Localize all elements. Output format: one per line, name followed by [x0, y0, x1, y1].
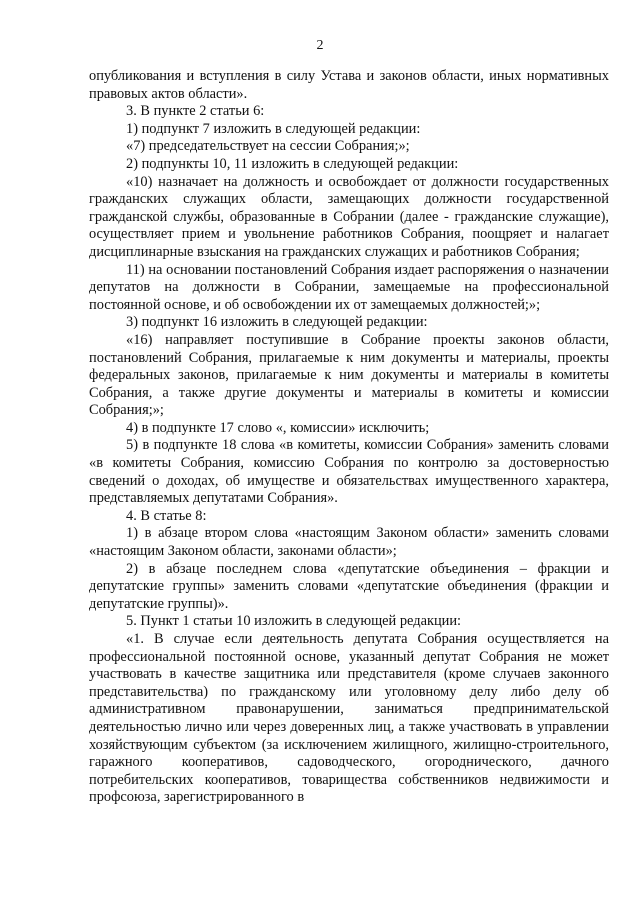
paragraph: 1) подпункт 7 изложить в следующей редакции: [126, 120, 421, 137]
paragraph: 4. В статье 8: [126, 507, 207, 524]
paragraph: 2) подпункты 10, 11 изложить в следующей редакции: [126, 155, 459, 172]
paragraph: 2) в абзаце последнем слова «депутатские объединения – фракции и депутатские группы» заменить словами «депутатские объединения (фракции и депутатские группы)». [89, 560, 609, 612]
paragraph: 4) в подпункте 17 слово «, комиссии» исключить; [126, 419, 430, 436]
paragraph: 5. Пункт 1 статьи 10 изложить в следующей редакции: [126, 613, 462, 630]
paragraph: опубликования и вступления в силу Устава и законов области, иных нормативных правовых актов области». [89, 68, 609, 102]
page-number: 2 [316, 38, 324, 53]
paragraph: 1) в абзаце втором слова «настоящим Законом области» заменить словами «настоящим Законом области, законами области»; [89, 525, 609, 560]
paragraph: 3. В пункте 2 статьи 6: [126, 103, 265, 120]
document-body [89, 68, 609, 807]
paragraph: «7) председательствует на сессии Собрания;»; [126, 138, 410, 155]
paragraph: 5) в подпункте 18 слова «в комитеты, комиссии Собрания» заменить словами «в комитеты Собрания, комиссию Собрания по контролю за достоверностью сведений о доходах, об имуществе и обязательствах имущественного характера, представляемых депутатами Собрания». [89, 437, 609, 507]
paragraph: «16) направляет поступившие в Собрание проекты законов области, постановлений Собрания, прилагаемые к ним документы и материалы, проекты федеральных законов, прилагаемые к ним документы и материалы в комитеты Собрания, а также другие документы и материалы в комитеты и комиссии Собрания;»; [89, 331, 609, 419]
paragraph: «1. В случае если деятельность депутата Собрания осуществляется на профессиональной постоянной основе, указанный депутат Собрания не может участвовать в качестве защитника или представителя (кроме случаев законного представительства) по гражданскому или уголовному делу либо делу об административном правонарушении, заниматься предпринимательской деятельностью лично или через доверенных лиц, а также участвовать в управлении хозяйствующим субъектом (за исключением жилищного, жилищно-строительного, гаражного кооперативов, садоводческого, огороднического, дачного потребительских кооперативов, товарищества собственников недвижимости и профсоюза, зарегистрированного в [89, 631, 609, 806]
paragraph: 3) подпункт 16 изложить в следующей редакции: [126, 314, 428, 331]
paragraph: «10) назначает на должность и освобождает от должности государственных гражданских служащих области, замещающих должности государственной гражданской службы, образованные в Собрании (далее - гражданские служащие), осуществляет прием и увольнение работников Собрания, поощряет и налагает дисциплинарные взыскания на гражданских служащих и работников Собрания; [89, 173, 609, 260]
paragraph: 11) на основании постановлений Собрания издает распоряжения о назначении депутатов на должности в Собрании, замещаемые на профессиональной постоянной основе, и об освобождении их от замещаемых должностей;»; [89, 261, 609, 313]
